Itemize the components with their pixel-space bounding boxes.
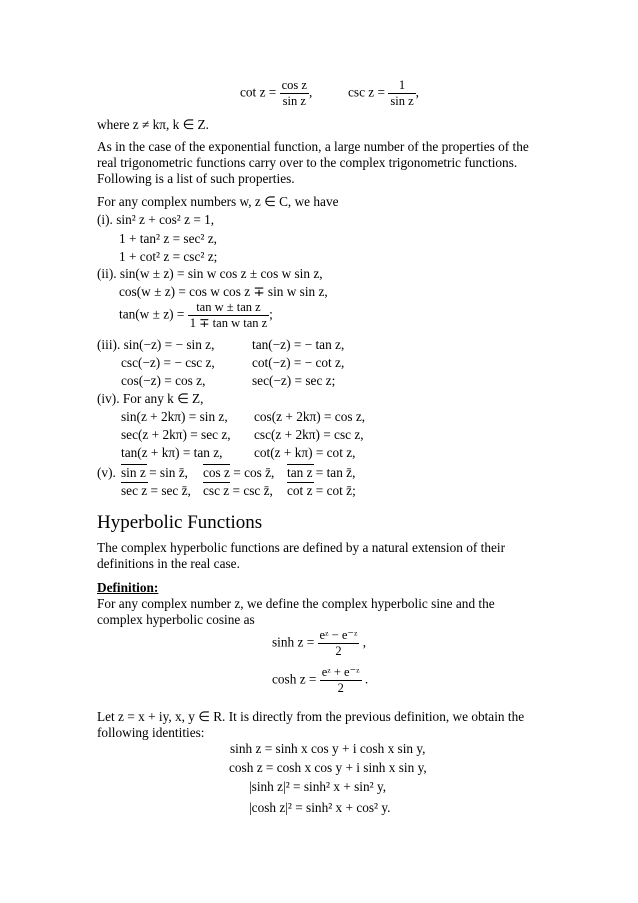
item-iv-line1b: cos(z + 2kπ) = cos z,	[254, 409, 366, 424]
cosh-denominator: 2	[337, 681, 344, 695]
item-v-line1a: sin z = sin z̄,	[121, 465, 188, 480]
overline-mark	[203, 482, 230, 483]
item-v-line1b: cos z = cos z̄,	[203, 465, 275, 480]
cot-definition: cot z = $\frac{\text{cos z}}{\text{sin z}}$ ,	[240, 78, 313, 108]
identity-abs-cosh: |cosh z|² = sinh² x + cos² y.	[249, 800, 391, 815]
definition-body: For any complex number z, we define the complex hyperbolic sine and the complex hyperbolic cosine as	[97, 596, 495, 627]
sinh-definition: sinh z = $\frac{\text{eᶻ − e⁻ᶻ}}{2}$ ,	[272, 628, 367, 658]
item-iv-line0: (iv). For any k ∈ Z,	[97, 391, 204, 406]
tan-sum-fraction	[188, 300, 269, 331]
item-v-line2a: sec z = sec z̄,	[121, 483, 191, 498]
item-i-line2: 1 + tan² z = sec² z,	[119, 231, 217, 246]
item-v-line2c: cot z = cot z̄;	[287, 483, 356, 498]
item-i-line3: 1 + cot² z = csc² z;	[119, 249, 218, 264]
tan-sum-lhs: tan(w ± z) =	[119, 306, 185, 322]
item-iii-line2b: cot(−z) = − cot z,	[252, 355, 345, 370]
where-line: where z ≠ kπ, k ∈ Z.	[97, 117, 209, 132]
identity-cosh: cosh z = cosh x cos y + i sinh x sin y,	[229, 760, 427, 775]
item-v-line2b: csc z = csc z̄,	[203, 483, 273, 498]
cosh-lhs: cosh z =	[272, 671, 317, 687]
item-ii-line3: tan(w ± z) = $\frac{\text{tan w ± tan z}}{\text{1 ∓ tan w tan z}}$ ;	[119, 300, 273, 330]
item-iv-line2b: csc(z + 2kπ) = csc z,	[254, 427, 364, 442]
csc-denominator: sin z	[390, 94, 414, 108]
cot-fraction	[280, 78, 309, 109]
csc-fraction	[388, 78, 415, 109]
item-i-line1: (i). sin² z + cos² z = 1,	[97, 212, 215, 227]
let-paragraph: Let z = x + iy, x, y ∈ R. It is directly from the previous definition, we obtain the following identities:	[97, 709, 525, 740]
overline-mark	[121, 482, 148, 483]
item-iii-line2a: csc(−z) = − csc z,	[121, 355, 215, 370]
item-iv-line3b: cot(z + kπ) = cot z,	[254, 445, 356, 460]
item-iii-line3b: sec(−z) = sec z;	[252, 373, 336, 388]
sinh-numerator: eᶻ − e⁻ᶻ	[319, 628, 358, 642]
item-iv-line3a: tan(z + kπ) = tan z,	[121, 445, 223, 460]
definition-text	[97, 596, 542, 628]
item-iii-line1b: tan(−z) = − tan z,	[252, 337, 345, 352]
csc-definition: csc z = $\frac{1}{\text{sin z}}$ ,	[348, 78, 419, 108]
cosh-numerator: eᶻ + e⁻ᶻ	[321, 665, 360, 679]
for-any-line: For any complex numbers w, z ∈ C, we have	[97, 194, 339, 209]
item-iv-line1a: sin(z + 2kπ) = sin z,	[121, 409, 228, 424]
item-iii-line1a: (iii). sin(−z) = − sin z,	[97, 337, 215, 352]
item-ii-line1: (ii). sin(w ± z) = sin w cos z ± cos w sin z,	[97, 266, 323, 281]
item-v-line1c: tan z = tan z̄,	[287, 465, 356, 480]
overline-mark	[121, 464, 147, 465]
sinh-fraction	[318, 628, 360, 659]
identity-abs-sinh: |sinh z|² = sinh² x + sin² y,	[249, 779, 387, 794]
intro-paragraph: As in the case of the exponential function, a large number of the properties of the real trigonometric functions carry over to the complex trigonometric functions. Following is a list of such properties.	[97, 139, 529, 186]
section-title: Hyperbolic Functions	[97, 512, 263, 533]
item-v-label: (v).	[97, 465, 116, 480]
cot-numerator: cos z	[281, 78, 307, 92]
item-iii-line3a: cos(−z) = cos z,	[121, 373, 206, 388]
overline-mark	[287, 482, 314, 483]
tan-sum-numerator: tan w ± tan z	[188, 300, 269, 316]
overline-mark	[203, 464, 230, 465]
definition-label: Definition:	[97, 580, 159, 595]
hyperbolic-intro: The complex hyperbolic functions are defined by a natural extension of their definitions in the real case.	[97, 540, 505, 571]
sinh-lhs: sinh z =	[272, 634, 315, 650]
csc-lhs: csc z =	[348, 84, 386, 100]
cosh-fraction	[320, 665, 362, 696]
tan-sum-denominator: 1 ∓ tan w tan z	[189, 316, 268, 330]
item-iv-line2a: sec(z + 2kπ) = sec z,	[121, 427, 231, 442]
identity-sinh: sinh z = sinh x cos y + i cosh x sin y,	[230, 741, 426, 756]
cot-denominator: sin z	[282, 94, 306, 108]
overline-mark	[287, 464, 314, 465]
cosh-definition: cosh z = $\frac{\text{eᶻ + e⁻ᶻ}}{2}$ .	[272, 665, 369, 695]
csc-numerator: 1	[388, 78, 415, 94]
sinh-denominator: 2	[335, 644, 342, 658]
item-ii-line2: cos(w ± z) = cos w cos z ∓ sin w sin z,	[119, 284, 328, 299]
cot-lhs: cot z =	[240, 84, 277, 100]
